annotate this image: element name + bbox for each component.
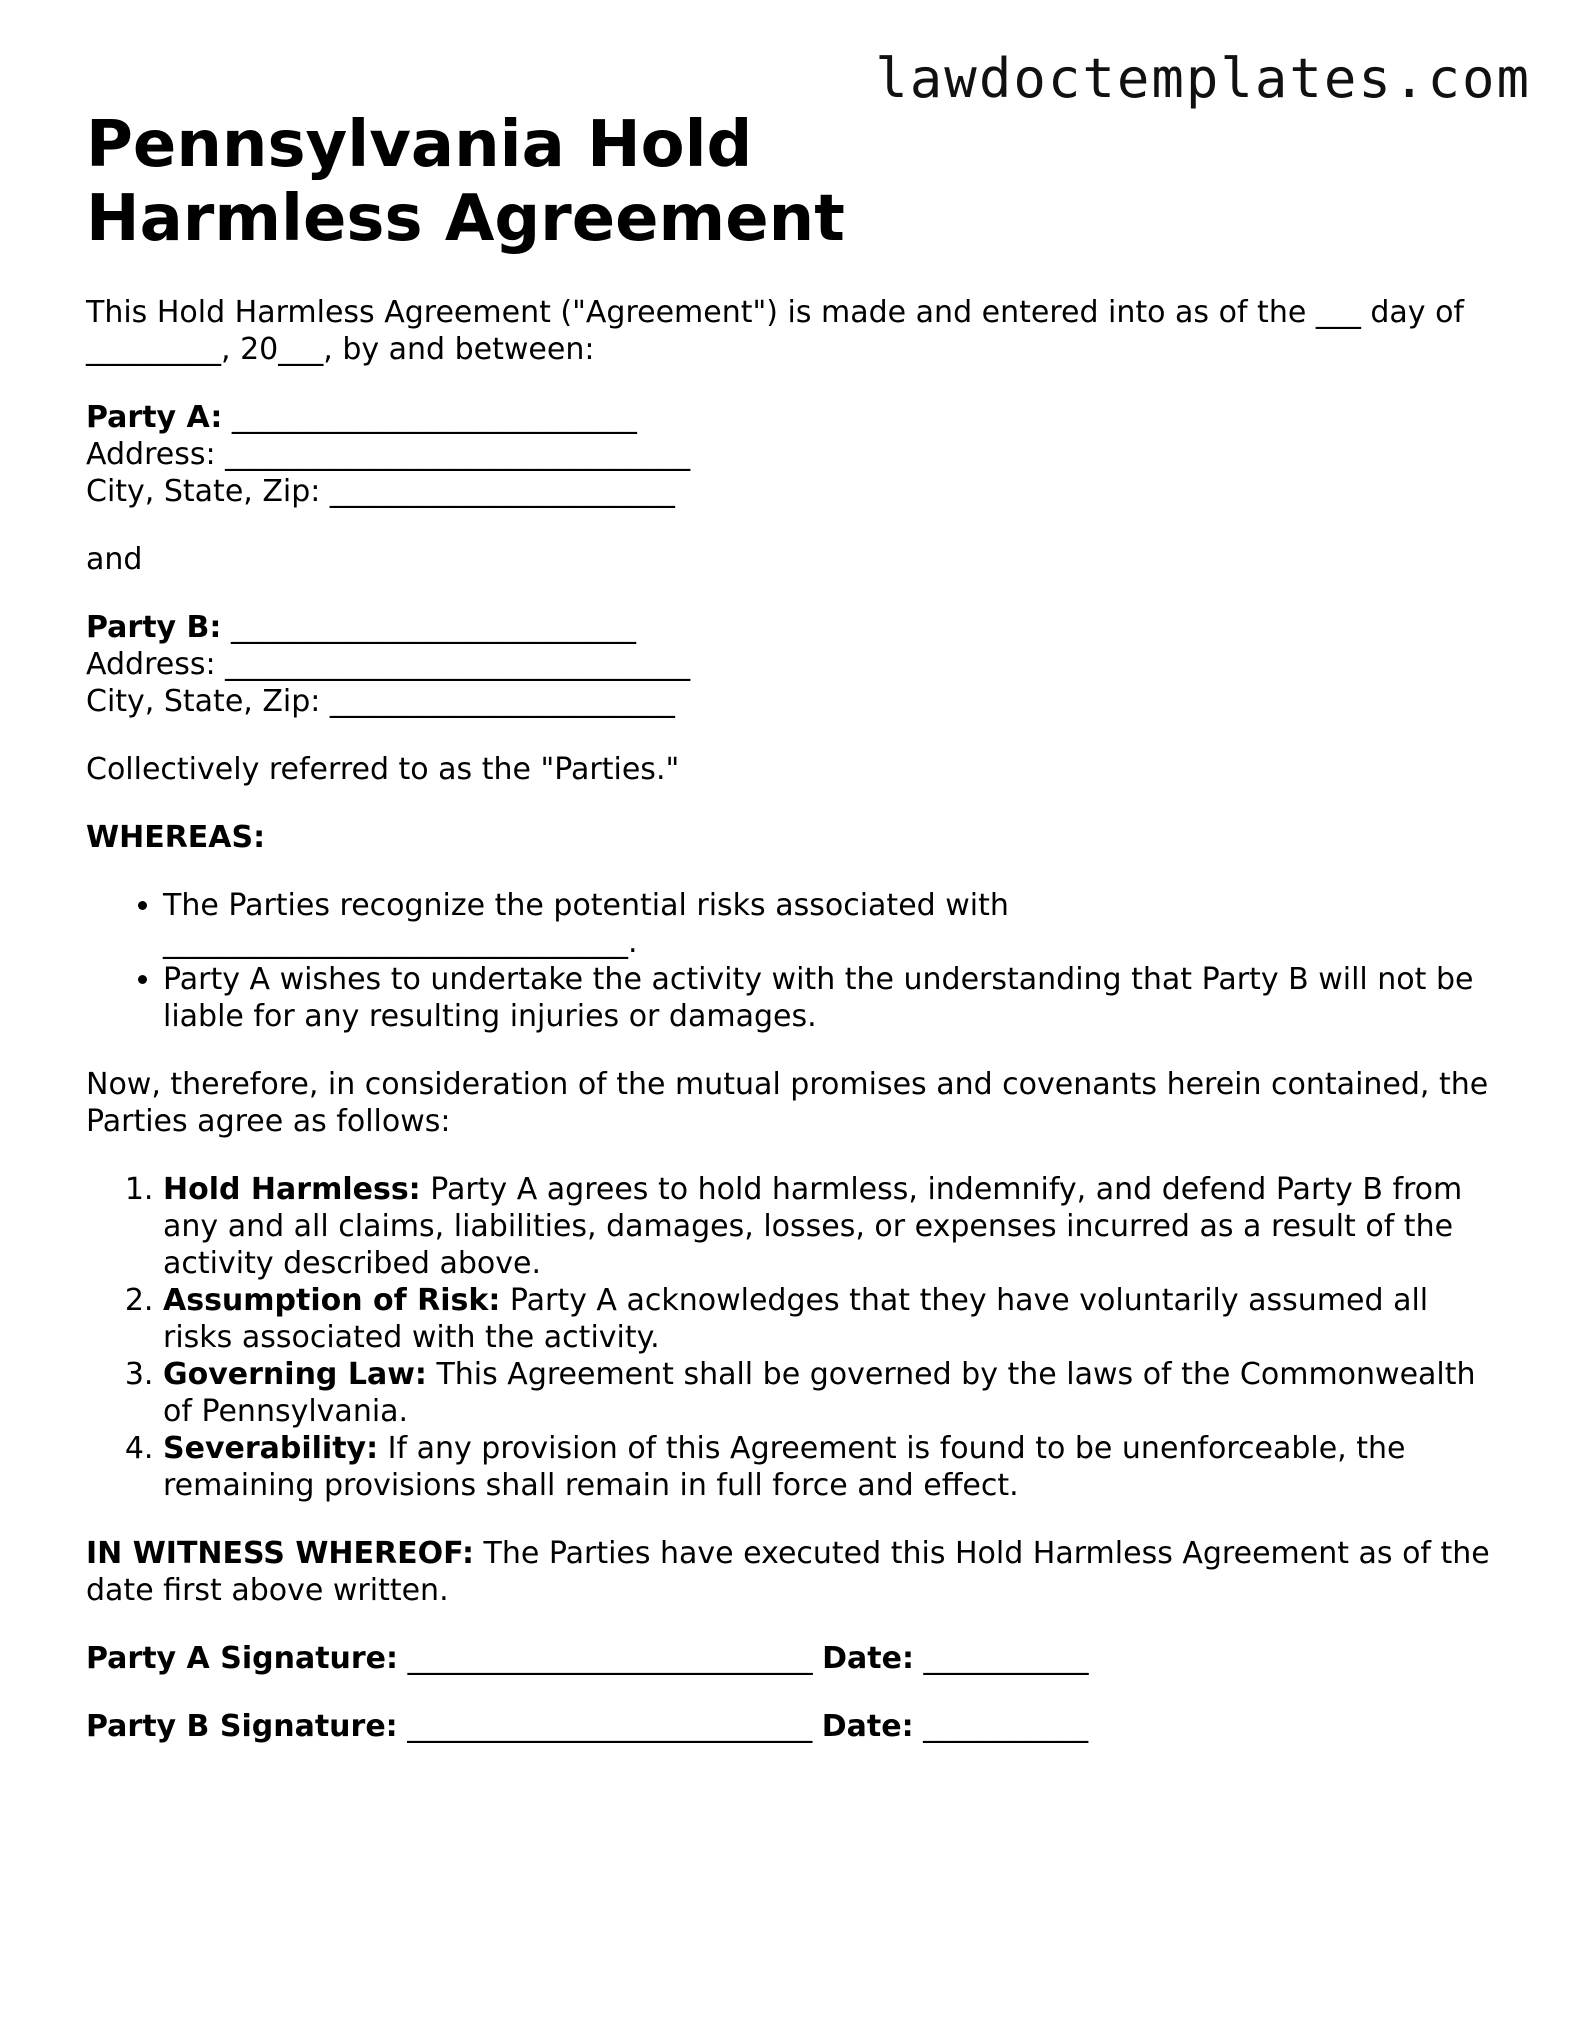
party-b-name-line <box>86 609 1491 646</box>
document-body <box>86 108 1491 1776</box>
now-therefore-paragraph: Now, therefore, in consideration of the mutual promises and covenants herein contained, the Parties agree as follows: <box>86 1067 1489 1139</box>
party-b-block <box>86 609 1491 720</box>
party-a-name-line <box>86 399 1491 436</box>
party-b-signature-line <box>86 1708 1491 1745</box>
party-a-label: Party A: <box>86 400 223 435</box>
date-label: Date: <box>822 1641 914 1676</box>
date-blank: ___________ <box>913 1709 1089 1744</box>
witness-text: The Parties have executed this Hold Harmless Agreement as of the date first above written. <box>86 1536 1490 1608</box>
date-label: Date: <box>821 1709 914 1744</box>
signature-blank: ___________________________ <box>398 1641 823 1676</box>
party-b-city-line: City, State, Zip: _______________________ <box>86 684 675 719</box>
term-text: This Agreement shall be governed by the laws of the Commonwealth of Pennsylvania. <box>163 1357 1476 1429</box>
terms-list <box>86 1171 1491 1504</box>
signature-label: Party B Signature: <box>86 1709 398 1744</box>
site-watermark: lawdoctemplates.com <box>875 47 1531 110</box>
term-item <box>163 1171 1491 1282</box>
whereas-item: • The Parties recognize the potential risks associated with _______________________________. <box>163 887 1491 961</box>
whereas-item: • Party A wishes to undertake the activity with the understanding that Party B will not be liable for any resulting injuries or damages. <box>163 961 1491 1035</box>
party-b-label: Party B: <box>86 610 222 645</box>
whereas-heading: WHEREAS: <box>86 820 266 855</box>
party-a-city-line: City, State, Zip: _______________________ <box>86 474 675 509</box>
witness-paragraph <box>86 1535 1491 1609</box>
term-label: Governing Law: <box>163 1357 427 1392</box>
witness-label: IN WITNESS WHEREOF: <box>86 1536 474 1571</box>
term-item <box>163 1430 1491 1504</box>
term-label: Assumption of Risk: <box>163 1283 501 1318</box>
term-item <box>163 1356 1491 1430</box>
document-title: Pennsylvania Hold Harmless Agreement <box>86 108 845 256</box>
party-a-signature-line <box>86 1640 1491 1677</box>
intro-paragraph: This Hold Harmless Agreement ("Agreement") is made and entered into as of the ___ day of _________, 20___, by and between: <box>86 295 1464 367</box>
signature-label: Party A Signature: <box>86 1641 399 1676</box>
party-a-address-line: Address: _______________________________ <box>86 437 691 472</box>
term-label: Severability: <box>163 1431 379 1466</box>
term-text: Party A acknowledges that they have voluntarily assumed all risks associated with the activity. <box>163 1283 1429 1355</box>
collective-paragraph: Collectively referred to as the "Parties." <box>86 752 680 787</box>
term-text: Party A agrees to hold harmless, indemnify, and defend Party B from any and all claims, liabilities, damages, losses, or expenses incurred as a result of the activity described above. <box>163 1172 1463 1281</box>
party-b-address-line: Address: _______________________________ <box>86 647 691 682</box>
and-text: and <box>86 542 143 577</box>
term-label: Hold Harmless: <box>163 1172 421 1207</box>
term-text: If any provision of this Agreement is found to be unenforceable, the remaining provisions shall remain in full force and effect. <box>163 1431 1406 1503</box>
date-blank: ___________ <box>913 1641 1089 1676</box>
party-a-block <box>86 399 1491 510</box>
signature-blank: ___________________________ <box>397 1709 822 1744</box>
whereas-list <box>86 887 1491 1035</box>
term-item <box>163 1282 1491 1356</box>
party-b-name-blank: ___________________________ <box>221 610 636 645</box>
party-a-name-blank: ___________________________ <box>222 400 637 435</box>
